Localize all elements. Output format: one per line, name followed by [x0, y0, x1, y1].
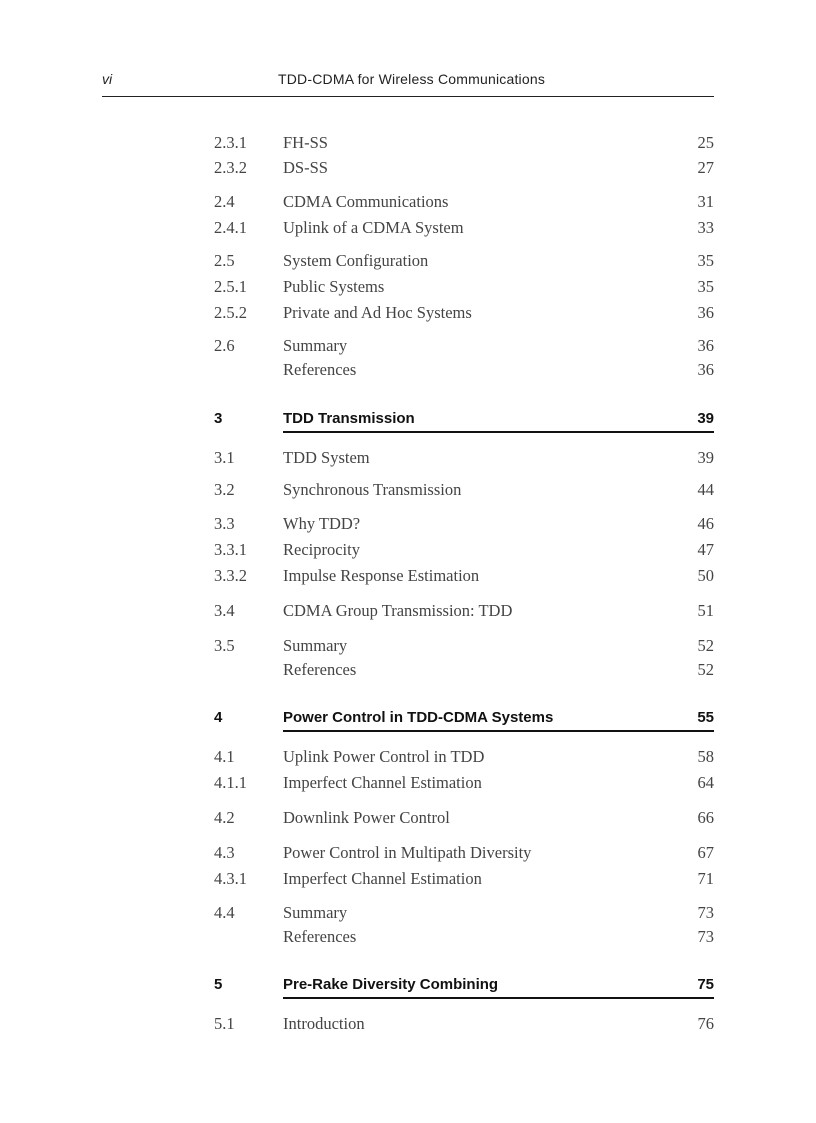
page-number: 71: [697, 869, 714, 888]
section-number: 4.1: [214, 747, 235, 766]
section-title: Why TDD?: [283, 514, 361, 533]
section-title: Uplink of a CDMA System: [283, 218, 464, 237]
section-title: Imperfect Channel Estimation: [283, 773, 482, 792]
page-number: 44: [697, 480, 714, 499]
toc-entry[interactable]: [214, 903, 714, 925]
chapter-number: 5: [214, 976, 223, 993]
page-number: 51: [697, 601, 714, 620]
toc-entry[interactable]: [214, 540, 714, 562]
toc-entry[interactable]: [214, 869, 714, 891]
chapter-rule: [283, 730, 714, 732]
chapter-title: Pre-Rake Diversity Combining: [283, 976, 499, 993]
page-number: 52: [697, 660, 714, 679]
section-title: Impulse Response Estimation: [283, 566, 480, 585]
section-title: FH-SS: [283, 133, 328, 152]
section-number: 3.4: [214, 601, 235, 620]
section-title: Synchronous Transmission: [283, 480, 462, 499]
page-number: 46: [697, 514, 714, 533]
page-number: 39: [697, 448, 714, 467]
section-number: 2.4: [214, 192, 235, 211]
page-number: 50: [697, 566, 714, 585]
toc-entry[interactable]: [214, 192, 714, 214]
toc-entry[interactable]: [214, 927, 714, 949]
section-number: 4.2: [214, 808, 235, 827]
page-number: 36: [697, 360, 714, 379]
section-title: TDD System: [283, 448, 370, 467]
toc-entry[interactable]: [214, 133, 714, 155]
section-title: Imperfect Channel Estimation: [283, 869, 482, 888]
toc-entry[interactable]: [214, 514, 714, 536]
page-number: 73: [697, 903, 714, 922]
section-title: Public Systems: [283, 277, 385, 296]
section-number: 3.3: [214, 514, 235, 533]
running-header: [102, 70, 714, 97]
toc-entry[interactable]: [214, 303, 714, 325]
section-title: DS-SS: [283, 158, 328, 177]
toc-entry[interactable]: [214, 747, 714, 769]
page-folio: vi: [102, 71, 113, 87]
toc-entry[interactable]: [214, 808, 714, 830]
page-number: 31: [697, 192, 714, 211]
section-title: CDMA Communications: [283, 192, 449, 211]
section-title: Summary: [283, 336, 348, 355]
page-number: 67: [697, 843, 714, 862]
page-number: 25: [697, 133, 714, 152]
toc-entry[interactable]: [214, 218, 714, 240]
section-number: 2.5: [214, 251, 235, 270]
page-number: 52: [697, 636, 714, 655]
section-title: Summary: [283, 903, 348, 922]
section-number: 2.3.2: [214, 158, 247, 177]
toc-entry[interactable]: [214, 773, 714, 795]
page-number: 47: [697, 540, 714, 559]
section-title: System Configuration: [283, 251, 429, 270]
toc-entry[interactable]: [214, 843, 714, 865]
chapter-number: 3: [214, 410, 223, 427]
section-number: 3.3.2: [214, 566, 247, 585]
toc-entry[interactable]: [214, 636, 714, 658]
toc-entry[interactable]: [214, 566, 714, 588]
chapter-title: TDD Transmission: [283, 410, 415, 427]
chapter-heading[interactable]: [214, 708, 714, 732]
page-number: 35: [697, 277, 714, 296]
section-number: 4.4: [214, 903, 235, 922]
toc-entry[interactable]: [214, 158, 714, 180]
toc-entry[interactable]: [214, 1014, 714, 1036]
section-title: Power Control in Multipath Diversity: [283, 843, 532, 862]
section-title: References: [283, 927, 357, 946]
toc-entry[interactable]: [214, 601, 714, 623]
section-number: 2.5.1: [214, 277, 247, 296]
section-number: 3.1: [214, 448, 235, 467]
section-number: 2.5.2: [214, 303, 247, 322]
section-title: Uplink Power Control in TDD: [283, 747, 485, 766]
page-number: 35: [697, 251, 714, 270]
section-title: CDMA Group Transmission: TDD: [283, 601, 513, 620]
section-number: 2.4.1: [214, 218, 247, 237]
section-number: 2.3.1: [214, 133, 247, 152]
section-number: 5.1: [214, 1014, 235, 1033]
section-title: Downlink Power Control: [283, 808, 450, 827]
section-number: 3.2: [214, 480, 235, 499]
chapter-rule: [283, 431, 714, 433]
page-number: 27: [697, 158, 714, 177]
section-number: 4.1.1: [214, 773, 247, 792]
toc-entry[interactable]: [214, 336, 714, 358]
chapter-rule: [283, 997, 714, 999]
section-number: 4.3.1: [214, 869, 247, 888]
page-number: 66: [697, 808, 714, 827]
section-title: Reciprocity: [283, 540, 360, 559]
toc-entry[interactable]: [214, 448, 714, 470]
page-number: 76: [697, 1014, 714, 1033]
section-number: 3.3.1: [214, 540, 247, 559]
section-number: 2.6: [214, 336, 235, 355]
page-number: 58: [697, 747, 714, 766]
toc-entry[interactable]: [214, 277, 714, 299]
toc-entry[interactable]: [214, 480, 714, 502]
toc-entry[interactable]: [214, 251, 714, 273]
chapter-heading[interactable]: [214, 409, 714, 433]
section-title: Introduction: [283, 1014, 365, 1033]
toc-entry[interactable]: [214, 360, 714, 382]
page-number: 64: [697, 773, 714, 792]
toc-entry[interactable]: [214, 660, 714, 682]
section-title: Summary: [283, 636, 348, 655]
page-number: 75: [697, 976, 714, 993]
page-number: 55: [697, 709, 714, 726]
page-number: 33: [697, 218, 714, 237]
section-title: References: [283, 660, 357, 679]
page-number: 39: [697, 410, 714, 427]
chapter-title: Power Control in TDD-CDMA Systems: [283, 709, 554, 726]
page-number: 36: [697, 303, 714, 322]
section-title: References: [283, 360, 357, 379]
section-number: 4.3: [214, 843, 235, 862]
page-number: 73: [697, 927, 714, 946]
chapter-number: 4: [214, 709, 223, 726]
chapter-heading[interactable]: [214, 975, 714, 999]
page-number: 36: [697, 336, 714, 355]
section-title: Private and Ad Hoc Systems: [283, 303, 472, 322]
running-title: TDD-CDMA for Wireless Communications: [278, 71, 546, 87]
section-number: 3.5: [214, 636, 235, 655]
